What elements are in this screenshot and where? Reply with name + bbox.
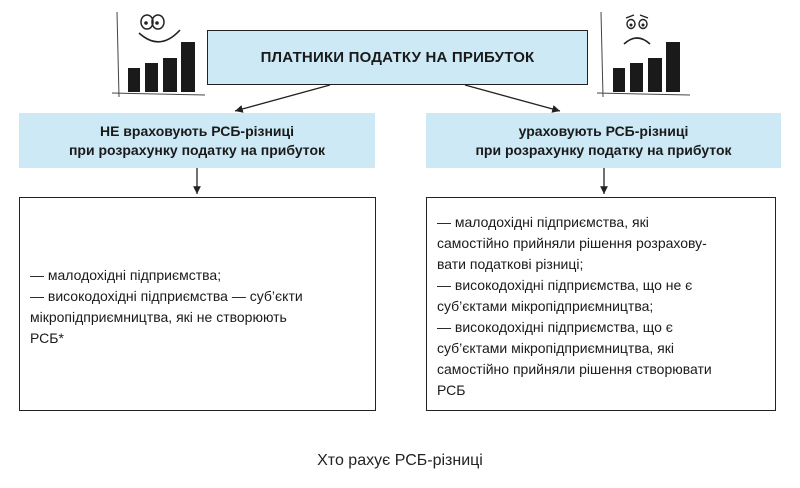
right-item-line: вати податкові різниці; (437, 256, 584, 272)
sad-face-rising-bar-chart-icon (597, 12, 690, 97)
right-item-line: суб’єктами мікропідприємництва; (437, 298, 654, 314)
taxpayers-label: ПЛАТНИКИ ПОДАТКУ НА ПРИБУТОК (260, 49, 535, 66)
left-header-line-2: при розрахунку податку на прибуток (68, 141, 326, 158)
right-item-line: самостійно прийняли рішення розрахову- (437, 235, 707, 251)
left-item-line: — малодохідні підприємства; (30, 267, 222, 283)
left-header-line-1: НЕ враховують РСБ-різниці (99, 122, 295, 139)
left-item-line: — високодохідні підприємства — суб’єкти (30, 288, 303, 304)
right-content-box (426, 197, 776, 411)
figure-caption: Хто рахує РСБ-різниці (317, 452, 483, 469)
right-item-line: — малодохідні підприємства, які (437, 214, 649, 230)
right-header-line-1: ураховують РСБ-різниці (518, 122, 689, 139)
right-header-box (426, 113, 781, 168)
left-content-box (19, 197, 376, 411)
arrow-top-to-left (235, 85, 330, 111)
right-item-line: РСБ (437, 382, 466, 398)
left-item-line: мікропідприємництва, які не створюють (30, 309, 287, 325)
right-header-line-2: при розрахунку податку на прибуток (475, 141, 732, 158)
right-item-line: — високодохідні підприємства, що не є (437, 277, 693, 293)
right-item-line: суб’єктами мікропідприємництва, які (437, 340, 674, 356)
happy-face-rising-bar-chart-icon (112, 12, 205, 97)
arrow-top-to-right (465, 85, 560, 111)
left-header-box (19, 113, 375, 168)
left-item-line: РСБ* (30, 330, 64, 346)
right-item-line: самостійно прийняли рішення створювати (437, 361, 712, 377)
taxpayers-box (207, 30, 588, 85)
right-item-line: — високодохідні підприємства, що є (437, 319, 673, 335)
